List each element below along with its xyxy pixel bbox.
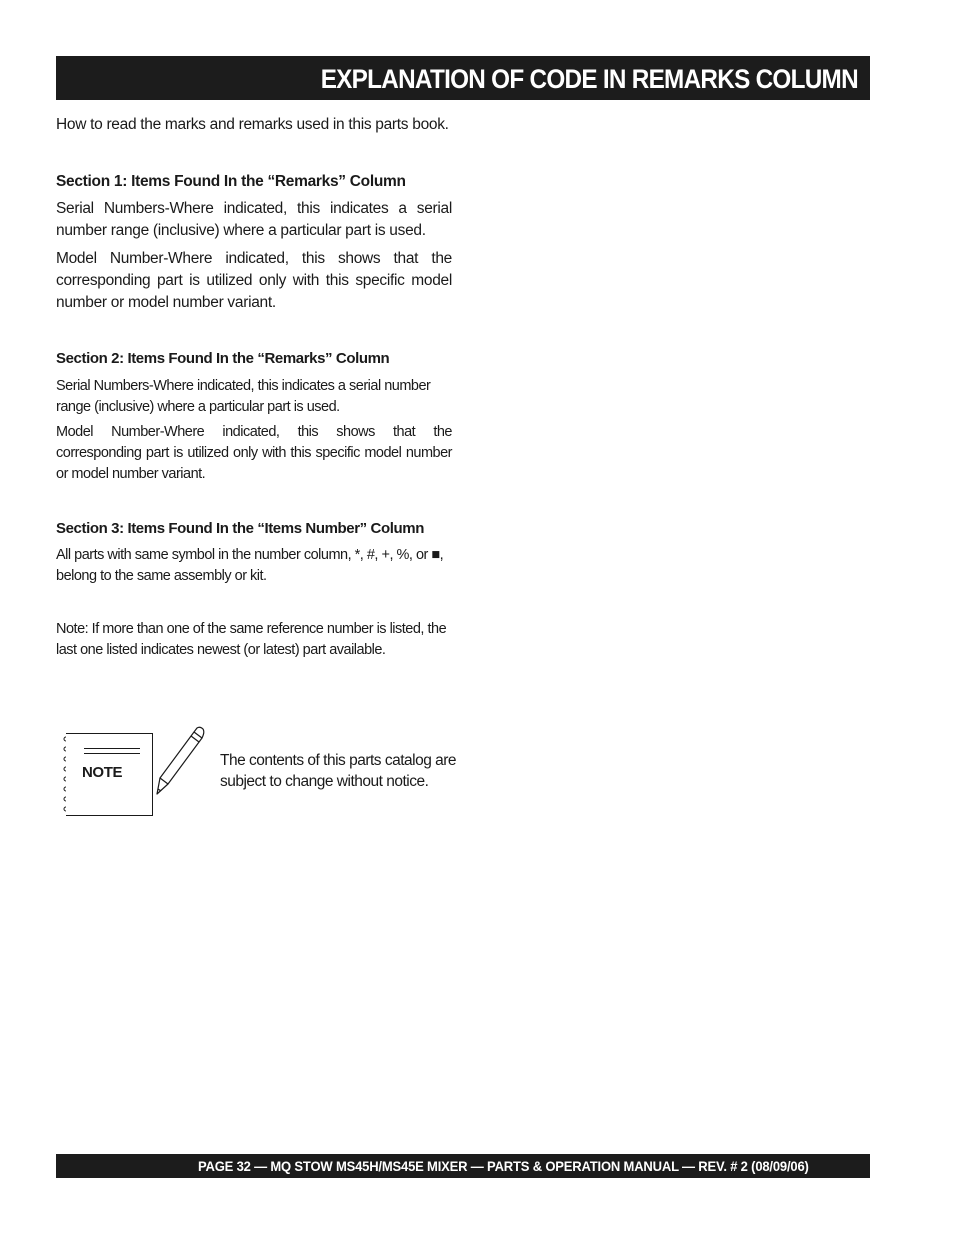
notebook-page <box>66 733 153 816</box>
page-title-bar <box>56 56 870 100</box>
section3-symbols: All parts with same symbol in the number column, *, #, +, %, or ■, belong to the same assembly or kit. <box>56 547 444 584</box>
page-footer <box>56 1154 870 1178</box>
intro-text: How to read the marks and remarks used in this parts book. <box>56 116 449 133</box>
note-label: NOTE <box>82 764 123 781</box>
footer-text: PAGE 32 — MQ STOW MS45H/MS45E MIXER — PARTS & OPERATION MANUAL — REV. # 2 (08/09/06) <box>197 1158 809 1174</box>
notebook-rule <box>84 748 140 749</box>
section1-model-number: Model Number-Where indicated, this shows that the corresponding part is utilized only with this specific model number or model number variant. <box>56 250 452 311</box>
section3-heading: Section 3: Items Found In the “Items Number” Column <box>56 520 424 537</box>
pencil-icon <box>154 726 210 800</box>
page-title: EXPLANATION OF CODE IN REMARKS COLUMN <box>320 64 858 94</box>
notebook-rule <box>84 753 140 754</box>
section1-serial-numbers: Serial Numbers-Where indicated, this indicates a serial number range (inclusive) where a particular part is used. <box>56 200 452 239</box>
section2-heading: Section 2: Items Found In the “Remarks” Column <box>56 350 390 367</box>
section2-model-number: Model Number-Where indicated, this shows that the corresponding part is utilized only with this specific model number or model number variant. <box>56 424 452 482</box>
note-caption: The contents of this parts catalog are subject to change without notice. <box>220 752 457 790</box>
section1-heading: Section 1: Items Found In the “Remarks” Column <box>56 173 406 190</box>
reference-note: Note: If more than one of the same reference number is listed, the last one listed indicates newest (or latest) part available. <box>56 621 447 658</box>
notebook-pencil-icon <box>62 726 212 820</box>
section2-serial-numbers: Serial Numbers-Where indicated, this indicates a serial number range (inclusive) where a particular part is used. <box>56 378 431 415</box>
